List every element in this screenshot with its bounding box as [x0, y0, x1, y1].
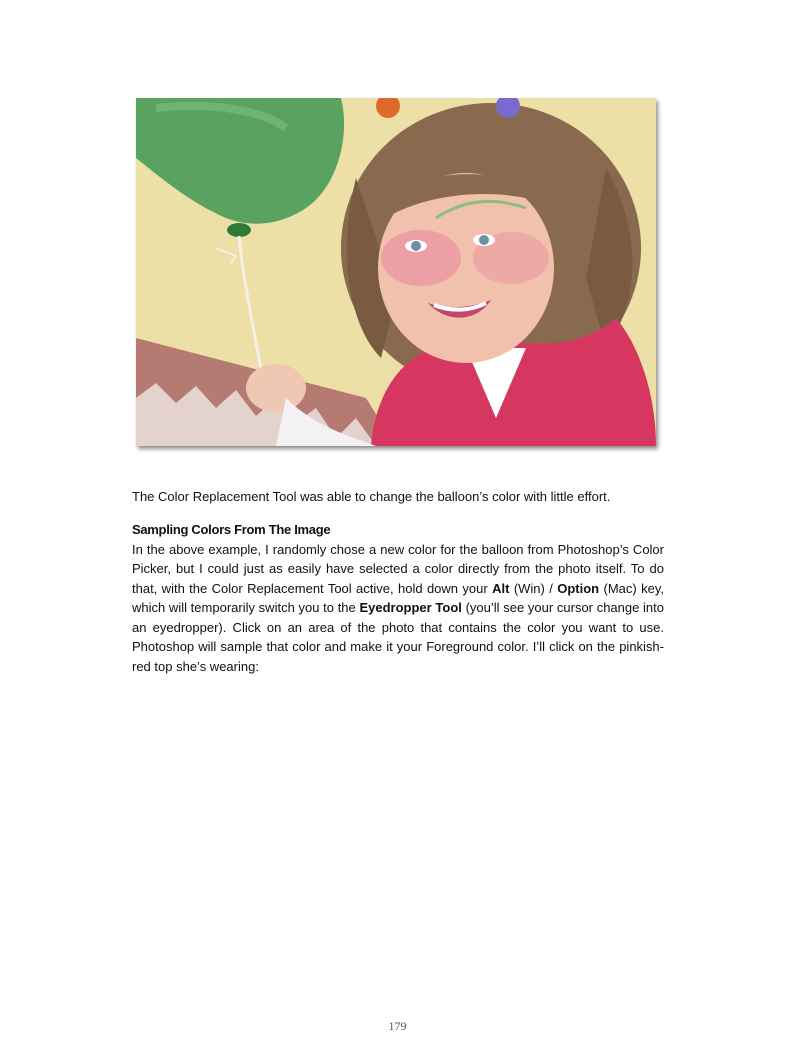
right-iris — [479, 235, 489, 245]
section-body — [132, 540, 664, 677]
body-text-3: (Mac) key, which will temporarily switch you to the — [132, 580, 664, 615]
section-heading: Sampling Colors From The Image — [132, 522, 331, 537]
eyedropper-tool-label: Eyedropper Tool — [359, 600, 462, 615]
body-text-2: (Win) / — [509, 580, 558, 596]
body-text-4: (you’ll see your cursor change into an eyedropper). Click on an area of the photo that contains the color you want to use. Photoshop will sample that color and make it your Foreground color. I’ll click on the pinkish-red top she’s wearing: — [132, 600, 665, 674]
figure-caption: The Color Replacement Tool was able to change the balloon’s color with little effort. — [132, 489, 611, 504]
balloon-photo — [136, 98, 656, 446]
face-paint-left — [381, 230, 461, 286]
alt-key-label: Alt — [492, 580, 510, 596]
left-iris — [411, 241, 421, 251]
photo-illustration — [136, 98, 656, 446]
option-key-label: Option — [557, 580, 600, 596]
hand — [246, 364, 306, 412]
balloon-knot — [227, 223, 251, 237]
page-number: 179 — [388, 1019, 407, 1033]
sampling-section — [132, 520, 664, 676]
body-text-1: In the above example, I randomly chose a new color for the balloon from Photoshop’s Color Picker, but I could just as easily have selected a color directly from the photo itself. To do that, with the Color Replacement Tool active, hold down your — [132, 541, 664, 596]
